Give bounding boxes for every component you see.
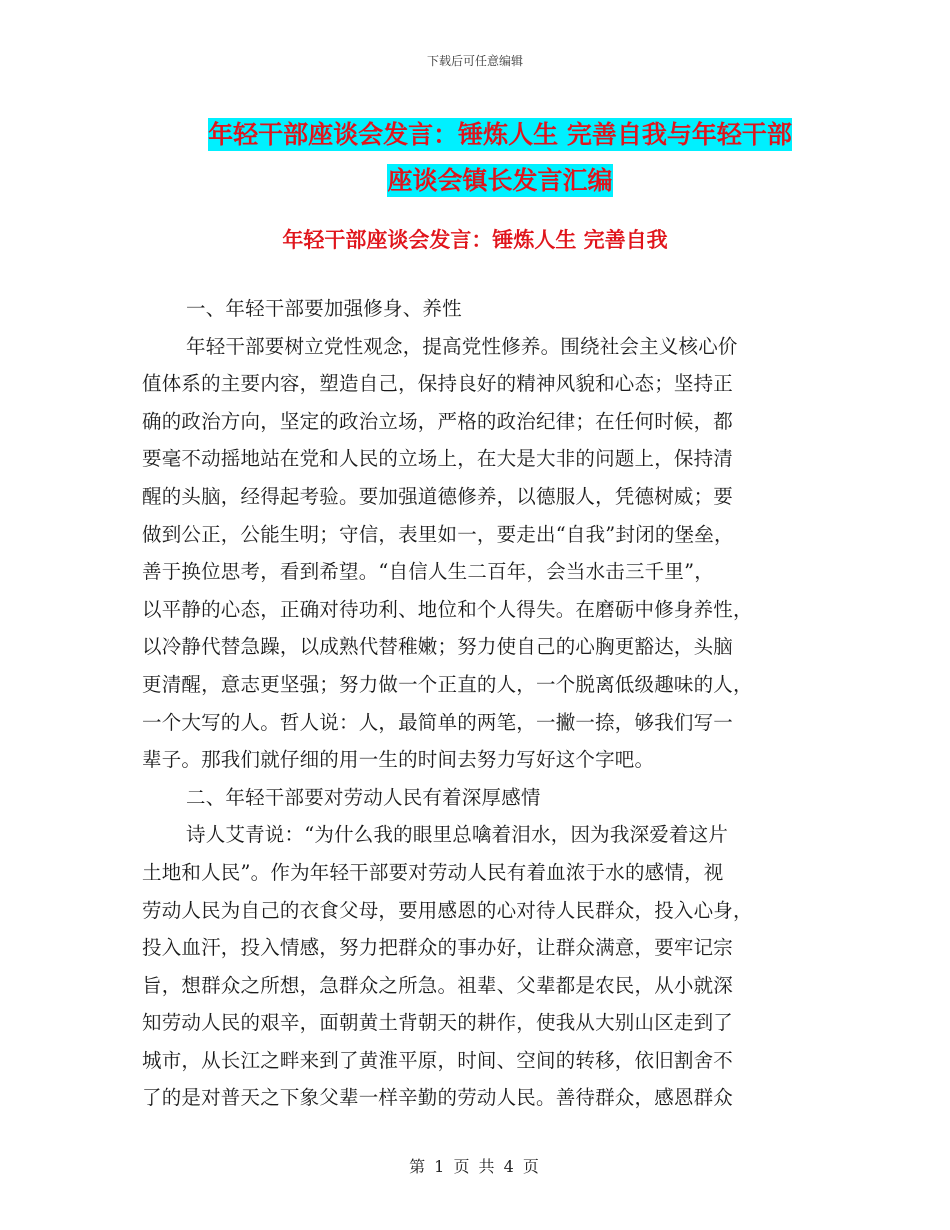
section-title: 年轻干部座谈会发言：锤炼人生 完善自我 xyxy=(282,228,668,252)
paragraph-2-line: 了的是对普天之下象父辈一样辛勤的劳动人民。善待群众，感恩群众 xyxy=(142,1086,734,1110)
paragraph-2-line: 投入血汗，投入情感，努力把群众的事办好，让群众满意，要牢记宗 xyxy=(142,936,734,960)
body-text xyxy=(142,290,808,1117)
document-title xyxy=(185,112,815,204)
paragraph-1-line: 辈子。那我们就仔细的用一生的时间去努力写好这个字吧。 xyxy=(142,748,655,772)
paragraph-2-line: 城市，从长江之畔来到了黄淮平原，时间、空间的转移，依旧割舍不 xyxy=(142,1048,734,1072)
paragraph-1-line: 以平静的心态，正确对待功利、地位和个人得失。在磨砺中修身养性， xyxy=(142,597,753,621)
paragraph-1-line: 做到公正，公能生明；守信，表里如一，要走出“自我”封闭的堡垒， xyxy=(142,522,734,546)
paragraph-1-line: 一个大写的人。哲人说：人，最简单的两笔，一撇一捺，够我们写一 xyxy=(142,710,734,734)
paragraph-1-line: 更清醒，意志更坚强；努力做一个正直的人，一个脱离低级趣味的人， xyxy=(142,672,753,696)
paragraph-2-line: 土地和人民”。作为年轻干部要对劳动人民有着血浓于水的感情，视 xyxy=(142,860,724,884)
paragraph-2-line: 旨，想群众之所想，急群众之所急。祖辈、父辈都是农民，从小就深 xyxy=(142,973,734,997)
paragraph-1-line: 以冷静代替急躁，以成熟代替稚嫩；努力使自己的心胸更豁达，头脑 xyxy=(142,635,734,659)
paragraph-1-line: 善于换位思考，看到希望。“自信人生二百年，会当水击三千里”， xyxy=(142,560,714,584)
paragraph-1-line: 年轻干部要树立党性观念，提高党性修养。围绕社会主义核心价 xyxy=(186,334,738,358)
paragraph-1-line: 要毫不动摇地站在党和人民的立场上，在大是大非的问题上，保持清 xyxy=(142,447,734,471)
heading-2: 二、年轻干部要对劳动人民有着深厚感情 xyxy=(186,785,541,809)
document-title-line-2: 座谈会镇长发言汇编 xyxy=(387,166,613,195)
paragraph-1-line: 值体系的主要内容，塑造自己，保持良好的精神风貌和心态；坚持正 xyxy=(142,372,734,396)
paragraph-2-line: 劳动人民为自己的衣食父母，要用感恩的心对待人民群众，投入心身， xyxy=(142,898,753,922)
page-number: 第 1 页 共 4 页 xyxy=(409,1157,541,1176)
paragraph-2-line: 诗人艾青说：“为什么我的眼里总噙着泪水，因为我深爱着这片 xyxy=(186,823,729,847)
heading-1: 一、年轻干部要加强修身、养性 xyxy=(186,297,462,320)
paragraph-1-line: 醒的头脑，经得起考验。要加强道德修养，以德服人，凭德树威；要 xyxy=(142,484,734,508)
page-header-note: 下载后可任意编辑 xyxy=(426,54,523,68)
paragraph-2-line: 知劳动人民的艰辛，面朝黄土背朝天的耕作，使我从大别山区走到了 xyxy=(142,1011,734,1035)
paragraph-1-line: 确的政治方向，坚定的政治立场，严格的政治纪律；在任何时候，都 xyxy=(142,409,734,433)
document-title-line-1: 年轻干部座谈会发言：锤炼人生 完善自我与年轻干部 xyxy=(208,120,792,149)
